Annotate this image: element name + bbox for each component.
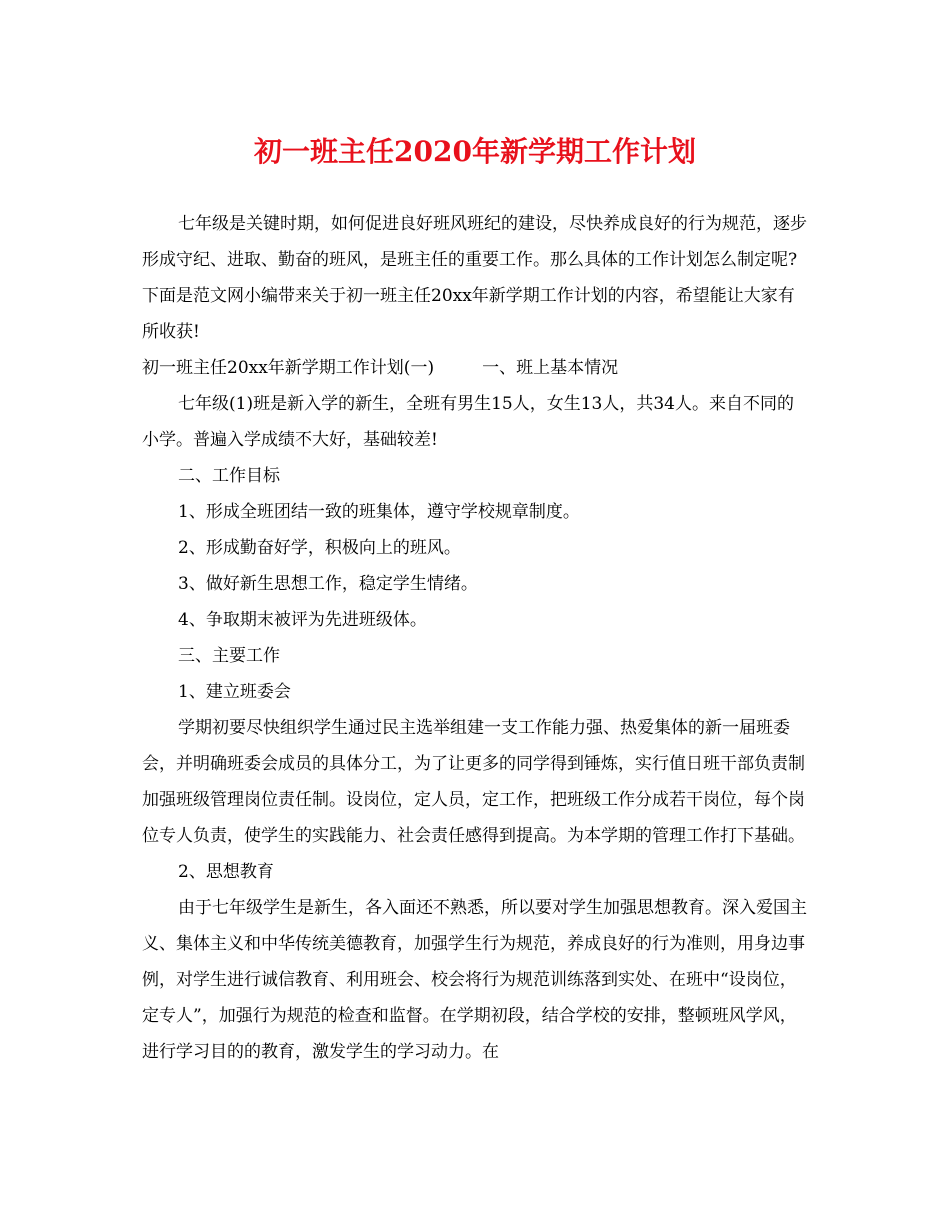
work-item-1-paragraph: 学期初要尽快组织学生通过民主选举组建一支工作能力强、热爱集体的新一届班委会，并明确班委会成员的具体分工，为了让更多的同学得到锤炼，实行值日班干部负责制加强班级管理岗位责任制。设岗位，定人员，定工作，把班级工作分成若干岗位，每个岗位专人负责，使学生的实践能力、社会责任感得到提高。为本学期的管理工作打下基础。 — [142, 718, 805, 846]
goal-item-1: 1、形成全班团结一致的班集体，遵守学校规章制度。 — [178, 502, 580, 522]
document-title: 初一班主任2020年新学期工作计划 — [254, 135, 696, 168]
work-item-1-heading: 1、建立班委会 — [178, 682, 291, 702]
section-heading-main-work: 三、主要工作 — [178, 646, 280, 666]
goal-item-3: 3、做好新生思想工作，稳定学生情绪。 — [178, 574, 478, 594]
goal-item-2: 2、形成勤奋好学，积极向上的班风。 — [178, 538, 461, 558]
goal-item-4: 4、争取期末被评为先进班级体。 — [178, 610, 427, 630]
section-heading-basic-info: 一、班上基本情况 — [482, 358, 619, 378]
intro-paragraph: 七年级是关键时期，如何促进良好班风班纪的建设，尽快养成良好的行为规范，逐步形成守纪、进取、勤奋的班风，是班主任的重要工作。那么具体的工作计划怎么制定呢?下面是范文网小编带来关于初一班主任20xx年新学期工作计划的内容，希望能让大家有所收获! — [142, 214, 807, 342]
plan-subtitle: 初一班主任20xx年新学期工作计划(一) — [142, 358, 435, 378]
class-info-paragraph: 七年级(1)班是新入学的新生，全班有男生15人，女生13人，共34人。来自不同的小学。普遍入学成绩不大好，基础较差! — [142, 394, 794, 450]
work-item-2-paragraph: 由于七年级学生是新生，各入面还不熟悉，所以要对学生加强思想教育。深入爱国主义、集体主义和中华传统美德教育，加强学生行为规范，养成良好的行为准则，用身边事例，对学生进行诚信教育、利用班会、校会将行为规范训练落到实处、在班中“设岗位，定专人”，加强行为规范的检查和监督。在学期初段，结合学校的安排，整顿班风学风，进行学习目的的教育，激发学生的学习动力。在 — [142, 898, 807, 1062]
document-body — [142, 206, 808, 1070]
work-item-2-heading: 2、思想教育 — [178, 862, 274, 882]
section-heading-goals: 二、工作目标 — [178, 466, 280, 486]
section-heading-line — [142, 350, 808, 386]
